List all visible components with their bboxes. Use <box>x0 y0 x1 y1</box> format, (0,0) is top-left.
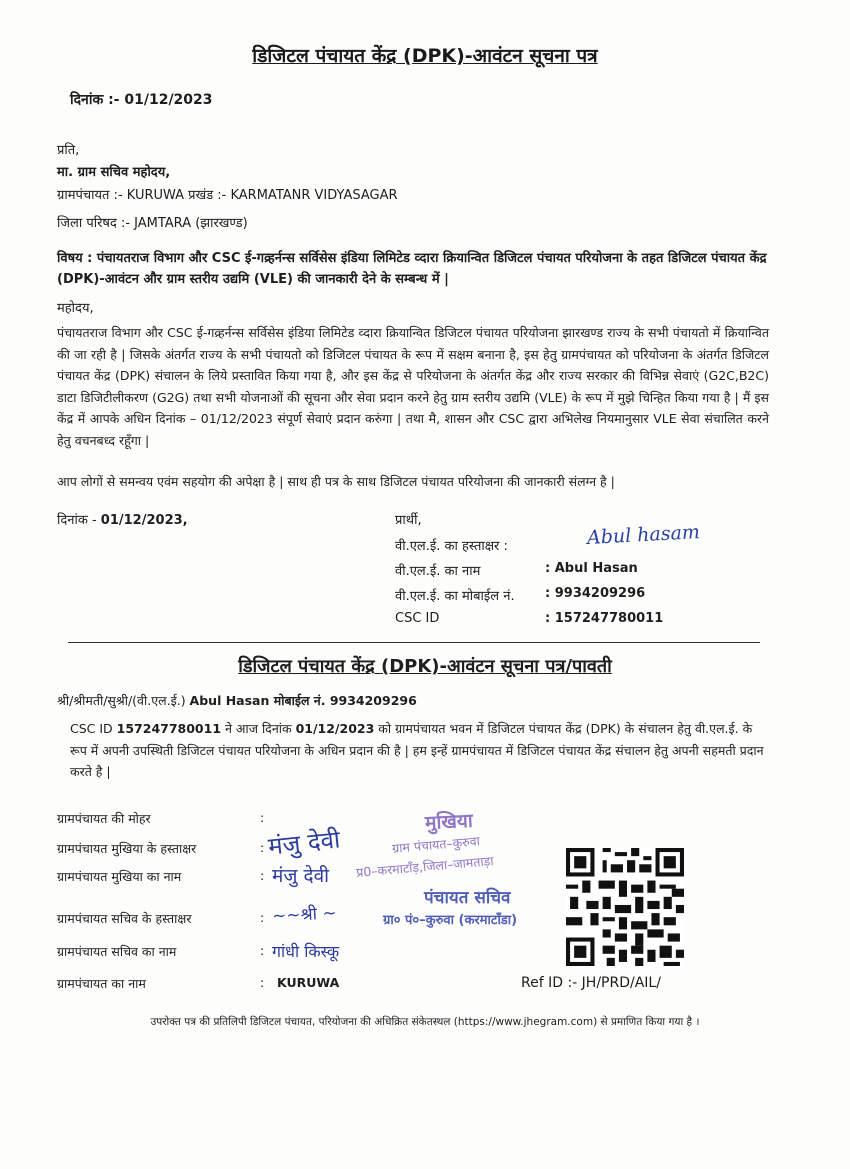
recipient-prefix: प्रति, <box>57 143 80 158</box>
section-divider <box>68 642 760 643</box>
subject-paragraph: विषय : पंचायतराज विभाग और CSC ई-गव्र्हर्नन्स सर्विसेस इंडिया लिमिटेड व्दारा क्रियान्वित डिजिटल पंचायत परियोजना के तहत डिजिटल पंचायत केंद्र (DPK)-आवंटन और ग्राम स्तरीय उद्यमि (VLE) की जानकारी देने के सम्बन्ध में | <box>57 251 767 287</box>
vle-name-label: वी.एल.ई. का नाम <box>395 564 481 579</box>
acknowledgement-paragraph <box>70 718 770 783</box>
gram-panchayat-name-value: KURUWA <box>277 975 340 990</box>
sachiv-stamp-title: पंचायत सचिव <box>424 888 511 908</box>
mukhiya-stamp-line2: प्र0–करमाटाँड़,जिला–जामताड़ा <box>355 853 495 880</box>
date-bottom-label: दिनांक - <box>57 513 101 528</box>
footer-note: उपरोक्त पत्र की प्रतिलिपी डिजिटल पंचायत, परियोजना की अधिक्रित संकेतस्थल (https://www.jhegram.com) से प्रमाणित किया गया है । <box>150 1016 700 1028</box>
vle-identity-name: Abul Hasan <box>189 693 270 708</box>
ack-csc-id: 157247780011 <box>116 721 222 736</box>
sachiv-name-label: ग्रामपंचायत सचिव का नाम <box>57 944 177 959</box>
body-paragraph: पंचायतराज विभाग और CSC ई-गव्र्हर्नन्स सर्विसेस इंडिया लिमिटेड व्दारा क्रियान्वित डिजिटल पंचायत परियोजना झारखण्ड राज्य के सभी पंचायतो में क्रियान्वित की जा रही है | जिसके अंतर्गत राज्य के सभी पंचायतो को डिजिटल पंचायत के रूप में सक्षम बनाना है, इस हेतु ग्रामपंचायत को परियोजना के अंतर्गत डिजिटल पंचायत केंद्र (DPK) संचालन के लिये प्रस्तावित किया गया है, और इस केंद्र से परियोजना के अंतर्गत केंद्र और राज्य सरकार की विभिन्न सेवाएं (G2C,B2C) डाटा डिजिटीलीकरण (G2G) तथा सभी योजनाओं की सूचना और सेवा प्रदान करने हेतु ग्राम स्तरीय उद्यमि (VLE) के रूप में मुझे चिन्हित किया गया है | मैं इस केंद्र में आपके अधिन दिनांक – 01/12/2023 संपूर्ण सेवाएं प्रदान करुंगा | तथा मै, शासन और CSC द्वारा अभिलेख नियमानुसार VLE सेवा संचालित करने हेतु वचनबध्द रहूँगा | <box>57 325 769 448</box>
letter-date: दिनांक :- 01/12/2023 <box>70 92 213 108</box>
date-bottom <box>57 510 188 528</box>
zila-parishad-line: जिला परिषद :- JAMTARA (झारखण्ड) <box>57 216 248 231</box>
vle-identity-line <box>57 692 417 709</box>
gram-panchayat-name-label: ग्रामपंचायत का नाम <box>57 976 146 991</box>
mukhiya-name-handwritten: मंजु देवी <box>272 865 330 887</box>
sachiv-name-colon: : <box>260 943 265 958</box>
mukhiya-stamp-line1: ग्राम पंचायत–कुरुवा <box>391 833 481 856</box>
sachiv-signature-colon: : <box>260 910 265 925</box>
vle-csc-label: CSC ID <box>395 611 440 626</box>
ack-csc-prefix: CSC ID <box>70 721 117 736</box>
sachiv-signature-label: ग्रामपंचायत सचिव के हस्ताक्षर <box>57 911 192 926</box>
gram-panchayat-line: ग्रामपंचायत :- KURUWA प्रखंड :- KARMATANR VIDYASAGAR <box>57 188 398 203</box>
mukhiya-signature-colon: : <box>260 840 265 855</box>
vle-mobile-label: वी.एल.ई. का मोबाईल नं. <box>395 589 515 604</box>
vle-mobile-value: : 9934209296 <box>545 586 646 601</box>
recipient-title: मा. ग्राम सचिव महोदय, <box>57 165 171 180</box>
seal-colon: : <box>260 810 265 825</box>
applicant-label: प्रार्थी, <box>395 513 422 528</box>
letter-title: डिजिटल पंचायत केंद्र (DPK)-आवंटन सूचना पत्र <box>252 45 598 67</box>
ack-text2: को ग्रामपंचायत भवन में डिजिटल पंचायत केंद्र (DPK) के संचालन हेतु वी.एल.ई. के रूप में अपनी उपस्थिती डिजिटल पंचायत परियोजना के अधिन प्रदान की है | हम इन्हें ग्रामपंचायत में डिजिटल पंचायत केंद्र संचालन हेतु अपनी सहमती प्रदान करते है | <box>70 721 764 779</box>
vle-identity-mobile: मोबाईल नं. 9934209296 <box>269 693 417 708</box>
cooperation-line: आप लोगों से समन्वय एवंम सहयोग की अपेक्षा है | साथ ही पत्र के साथ डिजिटल पंचायत परियोजना की जानकारी संलग्न है | <box>57 474 615 489</box>
sachiv-signature: ~~श्री ~ <box>271 903 338 927</box>
seal-label: ग्रामपंचायत की मोहर <box>57 811 151 826</box>
mukhiya-signature: मंजु देवी <box>266 825 342 861</box>
sachiv-stamp-line: ग्रा० पं०–कुरुवा (करमाटाँडा) <box>383 913 518 928</box>
vle-identity-prefix: श्री/श्रीमती/सुश्री/(वी.एल.ई.) <box>57 693 190 708</box>
mukhiya-signature-label: ग्रामपंचायत मुखिया के हस्ताक्षर <box>57 841 197 856</box>
qr-code-icon <box>566 848 684 966</box>
ack-text1: ने आज दिनांक <box>221 721 296 736</box>
mukhiya-name-colon: : <box>260 868 265 883</box>
acknowledgement-title: डिजिटल पंचायत केंद्र (DPK)-आवंटन सूचना पत्र/पावती <box>238 656 612 677</box>
salutation-sir: महोदय, <box>57 301 94 316</box>
vle-signature-label: वी.एल.ई. का हस्ताक्षर : <box>395 539 508 554</box>
gram-panchayat-name-colon: : <box>260 975 265 990</box>
ack-date: 01/12/2023 <box>295 721 375 736</box>
reference-id: Ref ID :- JH/PRD/AIL/ <box>521 975 661 991</box>
sachiv-name-handwritten: गांधी किस्कू <box>272 942 340 961</box>
date-bottom-value: 01/12/2023, <box>100 513 188 528</box>
mukhiya-name-label: ग्रामपंचायत मुखिया का नाम <box>57 869 182 884</box>
vle-csc-value: : 157247780011 <box>545 611 664 626</box>
mukhiya-stamp-title: मुखिया <box>424 809 474 835</box>
vle-signature: Abul hasam <box>586 521 701 549</box>
vle-name-value: : Abul Hasan <box>545 561 638 576</box>
